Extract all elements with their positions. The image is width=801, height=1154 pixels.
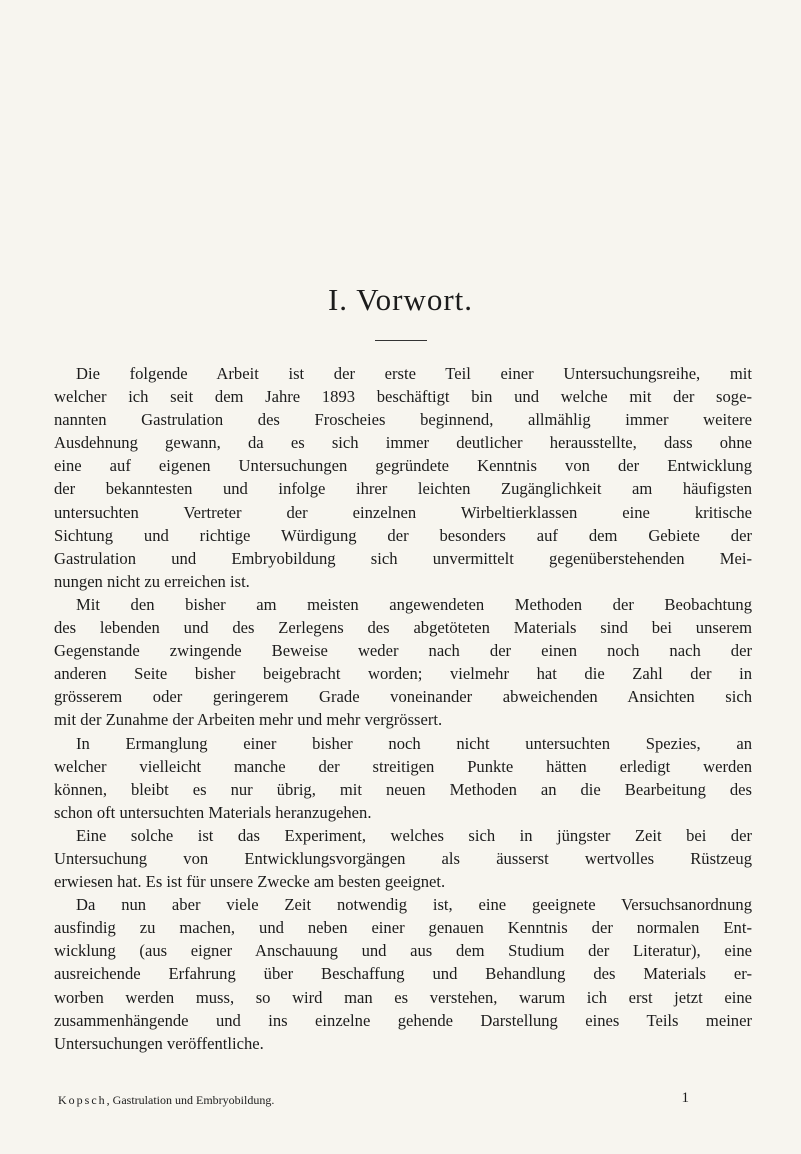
text-line: Mit den bisher am meisten angewendeten Methoden der Beobachtung [76,594,752,614]
heading-rule [375,340,427,341]
text-line: können, bleibt es nur übrig, mit neuen Methoden an die Bearbeitung des [54,779,752,799]
text-line: der bekanntesten und infolge ihrer leichten Zugänglichkeit am häufigsten [54,479,752,499]
text-line: ausfindig zu machen, und neben einer genauen Kenntnis der normalen Ent- [54,918,752,938]
text-line: In Ermanglung einer bisher noch nicht untersuchten Spezies, an [76,733,752,753]
text-line: erwiesen hat. Es ist für unsere Zwecke am besten geeignet. [54,872,446,892]
text-line: Sichtung und richtige Würdigung der besonders auf dem Gebiete der [54,525,752,545]
page-footer [54,1090,752,1108]
page-number: 1 [681,1090,689,1106]
text-line: Eine solche ist das Experiment, welches sich in jüngster Zeit bei der [76,825,752,845]
chapter-heading: I. Vorwort. [327,282,474,317]
running-footer: Kopsch, Gastrulation und Embryobildung. [58,1093,275,1107]
text-line: Die folgende Arbeit ist der erste Teil einer Untersuchungsreihe, mit [76,364,752,383]
text-line: zusammenhängende und ins einzelne gehende Darstellung eines Teils meiner [54,1010,752,1030]
text-line: welcher ich seit dem Jahre 1893 beschäftigt bin und welche mit der soge- [54,387,752,407]
body-text [54,362,752,1055]
text-line: Untersuchung von Entwicklungsvorgängen als äusserst wertvolles Rüstzeug [54,848,752,868]
text-line: nannten Gastrulation des Froscheies beginnend, allmählig immer weitere [54,410,752,430]
text-line: worben werden muss, so wird man es verstehen, warum ich erst jetzt eine [54,987,752,1007]
text-line: eine auf eigenen Untersuchungen gegründete Kenntnis von der Entwicklung [54,456,752,476]
text-line: nungen nicht zu erreichen ist. [54,571,250,591]
text-line: des lebenden und des Zerlegens des abgetöteten Materials sind bei unserem [54,618,752,638]
text-line: wicklung (aus eigner Anschauung und aus dem Studium der Literatur), eine [54,941,752,961]
text-line: Da nun aber viele Zeit notwendig ist, eine geeignete Versuchsanordnung [76,895,752,915]
text-line: Gastrulation und Embryobildung sich unvermittelt gegenüberstehenden Mei- [54,548,752,568]
text-line: Gegenstande zwingende Beweise weder nach der einen noch nach der [54,641,752,661]
text-line: grösserem oder geringerem Grade voneinander abweichenden Ansichten sich [54,687,752,707]
text-line: Untersuchungen veröffentliche. [54,1033,264,1053]
text-line: Ausdehnung gewann, da es sich immer deutlicher herausstellte, dass ohne [54,433,752,453]
footer-title: Gastrulation und Embryobildung. [112,1093,275,1107]
text-line: schon oft untersuchten Materials heranzugehen. [54,802,372,822]
text-line: mit der Zunahme der Arbeiten mehr und mehr vergrössert. [54,710,443,730]
text-line: anderen Seite bisher beigebracht worden; vielmehr hat die Zahl der in [54,664,752,684]
text-line: untersuchten Vertreter der einzelnen Wirbeltierklassen eine kritische [54,502,752,522]
footer-author: Kopsch [58,1093,107,1107]
text-line: ausreichende Erfahrung über Beschaffung und Behandlung des Materials er- [54,964,752,984]
text-line: welcher vielleicht manche der streitigen Punkte hätten erledigt werden [54,756,752,776]
